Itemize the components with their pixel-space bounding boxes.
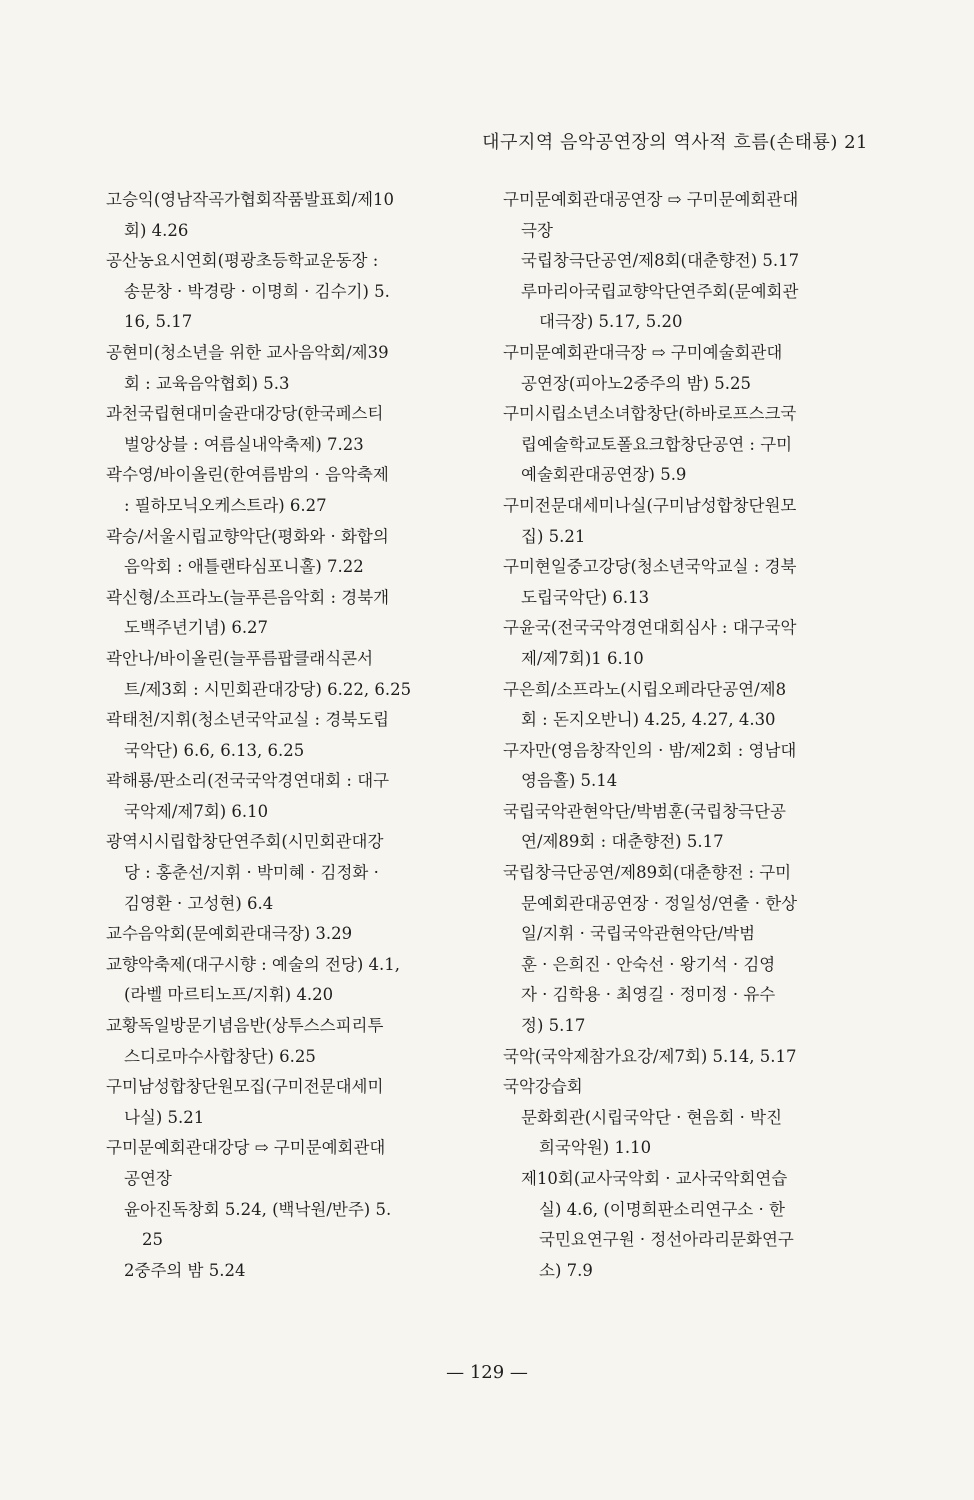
index-entry-line: 트/제3회 : 시민회관대강당) 6.22, 6.25 [124,679,412,699]
index-entry-line: 국민요연구원 · 정선아라리문화연구 [539,1230,794,1250]
index-entry-line: 국악제/제7회) 6.10 [124,801,269,821]
index-entry [503,491,875,552]
index-entry-line: 김영환 · 고성현) 6.4 [124,893,274,913]
index-entry-line: 교수음악회(문예회관대극장) 3.29 [106,924,353,944]
index-column-left [106,185,478,1286]
index-entry [503,736,875,797]
index-entry-line: 2중주의 밤 5.24 [124,1260,246,1280]
index-entry-line: 고승익(영남작곡가협회작품발표회/제10 [106,190,395,209]
index-entry [106,460,478,521]
index-entry [106,827,478,919]
index-subentry [503,1103,875,1164]
index-entry-line: 25 [142,1230,163,1250]
index-entry [106,583,478,644]
index-entry [503,1042,875,1073]
index-entry-line: 구미문예회관대강당 ⇨ 구미문예회관대 [106,1138,386,1158]
index-entry-line: 회) 4.26 [124,220,189,240]
index-entry [503,338,875,399]
index-entry [503,797,875,858]
index-entry-line: 국악(국악제참가요강/제7회) 5.14, 5.17 [503,1046,797,1066]
index-entry-line: 극장 [521,220,553,240]
index-entry-line: 윤아진독창회 5.24, (백낙원/반주) 5. [124,1199,392,1219]
index-entry [106,1072,478,1133]
index-entry [106,338,478,399]
index-entry-line: 국악강습회 [503,1077,583,1097]
index-entry-line: 벌앙상블 : 여름실내악축제) 7.23 [124,434,364,454]
index-entry-line: 곽수영/바이올린(한여름밤의 · 음악축제 [106,465,389,485]
index-entry-line: 구미전문대세미나실(구미남성합창단원모 [503,495,797,515]
index-entry-line: 당 : 홍춘선/지휘 · 박미혜 · 김정화 · [124,863,379,883]
index-entry-line: 립예술학교토폴요크합창단공연 : 구미 [521,434,793,454]
index-entry-line: 회 : 돈지오반니) 4.25, 4.27, 4.30 [521,710,776,730]
index-entry-line: 자 · 김학용 · 최영길 · 정미정 · 유수 [521,985,776,1005]
index-entry [106,644,478,705]
index-entry-line: 송문창 · 박경랑 · 이명희 · 김수기) 5. [124,281,390,301]
index-entry-line: 국악단) 6.6, 6.13, 6.25 [124,740,305,760]
index-entry-line: 공연장(피아노2중주의 밤) 5.25 [521,373,751,393]
index-entry-line: 광역시시립합창단연주회(시민회관대강 [106,832,384,852]
index-entry-line: 회 : 교육음악협회) 5.3 [124,373,290,393]
index-subentry [503,277,875,338]
index-entry-line: 국립창극단공연/제89회(대춘향전 : 구미 [503,863,792,883]
index-entry-line: 희국악원) 1.10 [539,1138,652,1158]
index-entry [503,613,875,674]
index-entry-line: 문예회관대공연장 · 정일성/연출 · 한상 [521,893,798,913]
index-entry-line: 구윤국(전국국악경연대회심사 : 대구국악 [503,618,797,638]
index-entry [106,950,478,1011]
index-entry-line: 나실) 5.21 [124,1107,205,1127]
index-entry-line: 집) 5.21 [521,526,586,546]
index-entry-line: 연/제89회 : 대춘향전) 5.17 [521,832,724,852]
index-entry-line: 곽승/서울시립교향악단(평화와 · 화합의 [106,526,389,546]
index-entry-line: 16, 5.17 [124,312,193,332]
index-entry [106,1011,478,1072]
index-entry [503,185,875,246]
running-header: 대구지역 음악공연장의 역사적 흐름(손태룡) 21 [482,132,868,153]
index-entry-line: 구미문예회관대공연장 ⇨ 구미문예회관대 [503,190,799,209]
index-entry-line: 소) 7.9 [539,1260,593,1280]
index-entry-line: 실) 4.6, (이명희판소리연구소 · 한 [539,1199,785,1219]
index-entry-line: 도립국악단) 6.13 [521,587,650,607]
index-entry-line: 구미시립소년소녀합창단(하바로프스크국 [503,404,797,424]
index-entry-line: 루마리아국립교향악단연주회(문예회관 [521,281,799,301]
index-entry-line: 도백주년기념) 6.27 [124,618,269,638]
index-entry-line: 훈 · 은희진 · 안숙선 · 왕기석 · 김영 [521,954,776,974]
index-entry-line: 구미현일중고강당(청소년국악교실 : 경북 [503,557,797,577]
index-entry [106,705,478,766]
index-entry-line: 영음홀) 5.14 [521,771,618,791]
index-entry-line: 과천국립현대미술관대강당(한국페스티 [106,404,384,424]
index-entry-line: 음악회 : 애틀랜타심포니홀) 7.22 [124,557,364,577]
index-entry [503,675,875,736]
index-entry-line: 공산농요시연회(평광초등학교운동장 : [106,251,379,271]
index-entry-line: 교향악축제(대구시향 : 예술의 전당) 4.1, [106,954,401,974]
index-entry-line: 정) 5.17 [521,1016,586,1036]
index-entry-line: 곽신형/소프라노(늘푸른음악회 : 경북개 [106,587,390,607]
index-entry [106,766,478,827]
index-entry [106,399,478,460]
index-entry-line: 스디로마수사합창단) 6.25 [124,1046,316,1066]
index-entry-line: 구은희/소프라노(시립오페라단공연/제8 [503,679,787,699]
index-entry [106,1133,478,1194]
index-entry-line: 대극장) 5.17, 5.20 [539,312,683,332]
index-entry-line: 곽해룡/판소리(전국국악경연대회 : 대구 [106,771,390,791]
index-entry [106,185,478,246]
page-number: — 129 — [446,1362,528,1383]
index-subentry [106,1195,478,1256]
index-entry [106,522,478,583]
index-entry-line: 공연장 [124,1169,172,1188]
index-entry-line: 국립국악관현악단/박범훈(국립창극단공 [503,801,786,821]
index-subentry [503,246,875,277]
index-entry-line: 구미문예회관대극장 ⇨ 구미예술회관대 [503,342,783,362]
index-entry-line: 교황독일방문기념음반(상투스스피리투 [106,1016,384,1036]
index-entry [503,552,875,613]
index-entry-line: 예술회관대공연장) 5.9 [521,465,687,485]
index-entry-line: 공현미(청소년을 위한 교사음악회/제39 [106,342,389,362]
index-entry-line: : 필하모닉오케스트라) 6.27 [124,495,327,515]
index-entry [503,858,875,1042]
index-entry [106,919,478,950]
index-entry-line: (라벨 마르티노프/지휘) 4.20 [124,985,334,1005]
index-entry-line: 구자만(영음창작인의 · 밤/제2회 : 영남대 [503,740,797,760]
index-entry-line: 구미남성합창단원모집(구미전문대세미 [106,1077,384,1097]
index-entry-line: 문화회관(시립국악단 · 현음회 · 박진 [521,1107,783,1127]
index-subentry [503,1164,875,1286]
index-entry [503,399,875,491]
index-entry-line: 일/지휘 · 국립국악관현악단/박범 [521,924,756,944]
index-entry-line: 국립창극단공연/제8회(대춘향전) 5.17 [521,251,800,271]
index-subentry [106,1256,478,1287]
index-entry-line: 제/제7회)1 6.10 [521,648,644,668]
index-entry-line: 곽안나/바이올린(늘푸름팝클래식콘서 [106,648,374,668]
index-entry [106,246,478,338]
index-column-right [503,185,875,1286]
index-entry [503,1072,875,1103]
index-entry-line: 곽태천/지휘(청소년국악교실 : 경북도립 [106,710,390,730]
index-entry-line: 제10회(교사국악회 · 교사국악회연습 [521,1169,788,1188]
